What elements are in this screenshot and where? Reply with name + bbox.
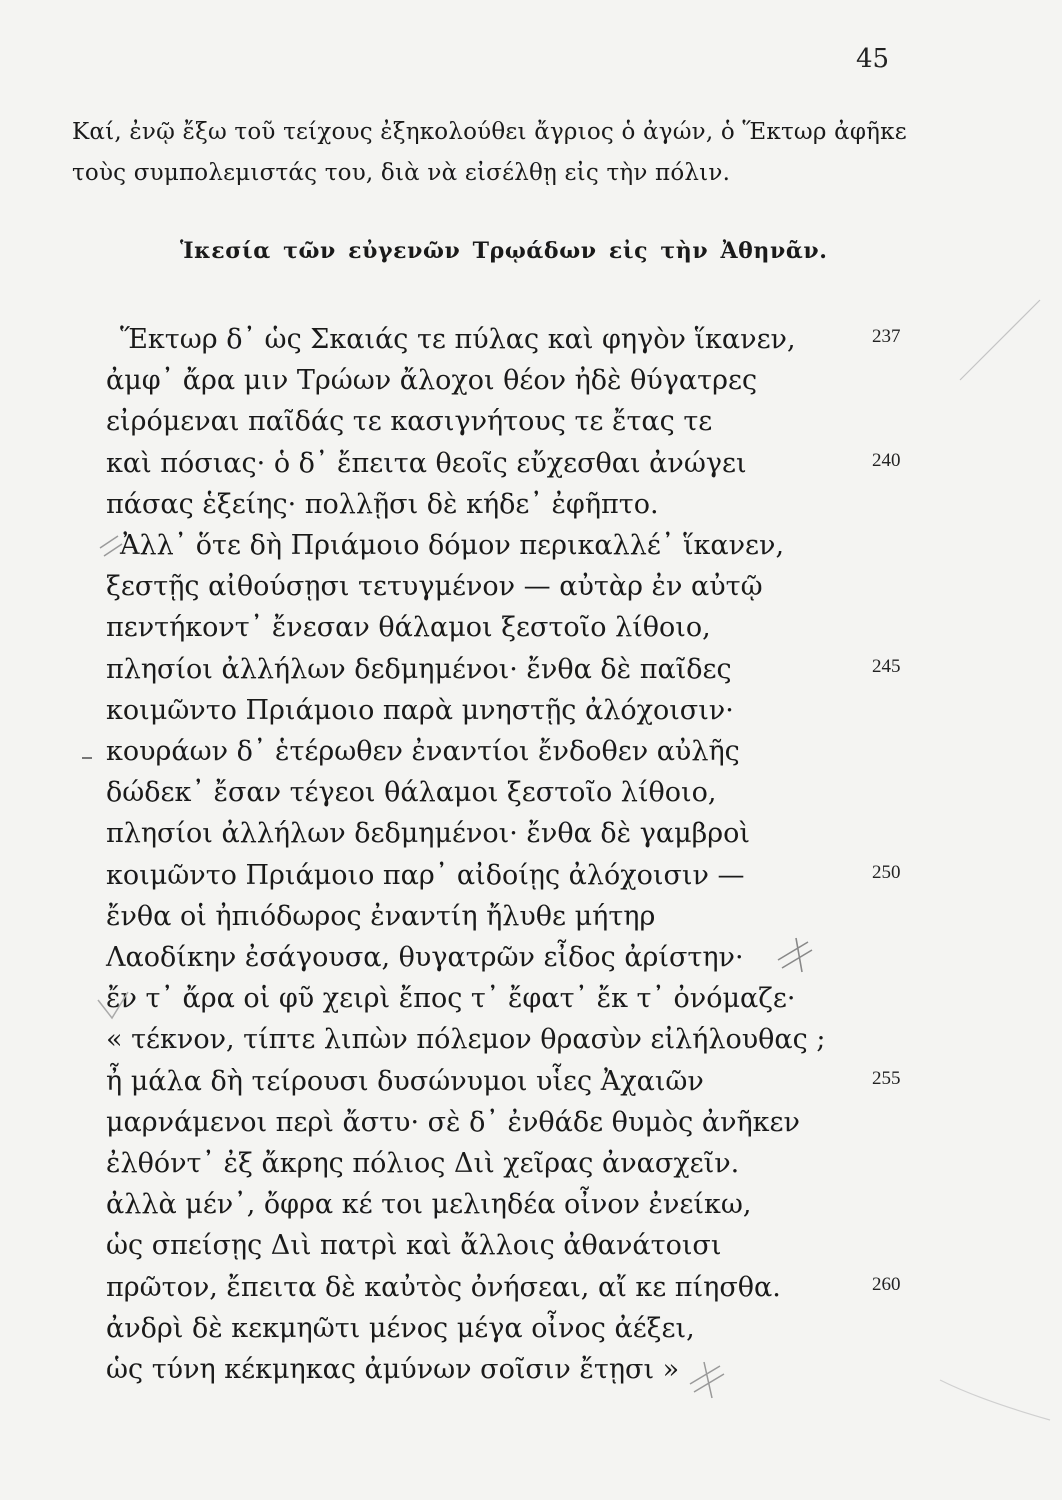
verse-line: πάσας ἑξείης· πολλῇσι δὲ κήδε᾽ ἐφῆπτο. [106,488,659,520]
verse-line-number: 245 [872,655,901,677]
verse-line: κουράων δ᾽ ἑτέρωθεν ἐναντίοι ἔνδοθεν αὐλῆς [106,736,740,767]
verse-line: πεντήκοντ᾽ ἔνεσαν θάλαμοι ξεστοῖο λίθοιο, [106,612,711,644]
verse-line: ἦ μάλα δὴ τείρουσι δυσώνυμοι υἷες Ἀχαιῶν [106,1065,704,1097]
verse-line: Λαοδίκην ἐσάγουσα, θυγατρῶν εἶδος ἀρίστην· [106,942,744,973]
verse-line-number: 250 [872,861,901,883]
verse-line-number: 237 [872,326,901,347]
verse-line: μαρνάμενοι περὶ ἄστυ· σὲ δ᾽ ἐνθάδε θυμὸς ἀνῆκεν [106,1106,800,1138]
verse-line: πρῶτον, ἔπειτα δὲ καὐτὸς ὀνήσεαι, αἴ κε πίησθα. [106,1271,781,1303]
verse-line-number: 255 [872,1067,901,1089]
verse-line: κοιμῶντο Πριάμοιο παρὰ μνηστῇς ἀλόχοισιν· [106,694,734,726]
verse-line: δώδεκ᾽ ἔσαν τέγεοι θάλαμοι ξεστοῖο λίθοιο, [106,777,717,809]
verse-line: πλησίοι ἀλλήλων δεδμημένοι· ἔνθα δὲ γαμβροὶ [106,818,750,850]
page-number: 45 [856,44,890,74]
verse-line: ἐλθόντ᾽ ἐξ ἄκρης πόλιος Διὶ χεῖρας ἀνασχεῖν. [106,1148,740,1179]
verse-line: κοιμῶντο Πριάμοιο παρ᾽ αἰδοίῃς ἀλόχοισιν — [106,859,745,891]
verse-line: Ἀλλ᾽ ὅτε δὴ Πριάμοιο δόμον περικαλλέ᾽ ἵκανεν, [120,530,785,561]
verse-line: ὡς σπείσῃς Διὶ πατρὶ καὶ ἄλλοις ἀθανάτοισι [106,1230,722,1262]
verse-line: ἔνθα οἱ ἠπιόδωρος ἐναντίη ἤλυθε μήτηρ [106,900,656,932]
verse-line: ὡς τύνη κέκμηκας ἀμύνων σοῖσιν ἔτῃσι » [106,1354,680,1385]
prose-text: Καί, ἐνῷ ἔξω τοῦ τείχους ἐξηκολούθει ἄγριος ὁ ἀγών, ὁ Ἕκτωρ ἀφῆκε τοὺς συμπολεμιστάς του, διὰ νὰ εἰσέλθῃ εἰς τὴν πόλιν. [72,119,907,186]
section-heading: Ἱκεσία τῶν εὐγενῶν Τρῳάδων εἰς τὴν Ἀθηνᾶν. [180,238,828,264]
verse-line: ἀλλὰ μέν᾽, ὄφρα κέ τοι μελιηδέα οἶνον ἐνείκω, [106,1189,752,1221]
verse-line: πλησίοι ἀλλήλων δεδμημένοι· ἔνθα δὲ παῖδες [106,653,732,685]
verse-line-number: 240 [872,449,901,471]
verse-line: εἰρόμεναι παῖδάς τε κασιγνήτους τε ἔτας τε [106,406,713,438]
verse-line: ξεστῇς αἰθούσῃσι τετυγμένον — αὐτὰρ ἐν αὐτῷ [106,571,763,603]
verse-line: καὶ πόσιας· ὁ δ᾽ ἔπειτα θεοῖς εὔχεσθαι ἀνώγει [106,447,747,479]
verse-line: ἔν τ᾽ ἄρα οἱ φῦ χειρὶ ἔπος τ᾽ ἔφατ᾽ ἔκ τ᾽ ὀνόμαζε· [106,983,796,1015]
verse-line: « τέκνον, τίπτε λιπὼν πόλεμον θρασὺν εἰλήλουθας ; [106,1024,826,1056]
verse-line: ἀμφ᾽ ἄρα μιν Τρώων ἄλοχοι θέον ἠδὲ θύγατρες [106,365,758,397]
verse-line-number: 260 [872,1273,901,1295]
verse-line: ἀνδρὶ δὲ κεκμηῶτι μένος μέγα οἶνος ἀέξει, [106,1312,695,1344]
verse-line: Ἕκτωρ δ᾽ ὡς Σκαιάς τε πύλας καὶ φηγὸν ἵκανεν, [120,324,796,355]
